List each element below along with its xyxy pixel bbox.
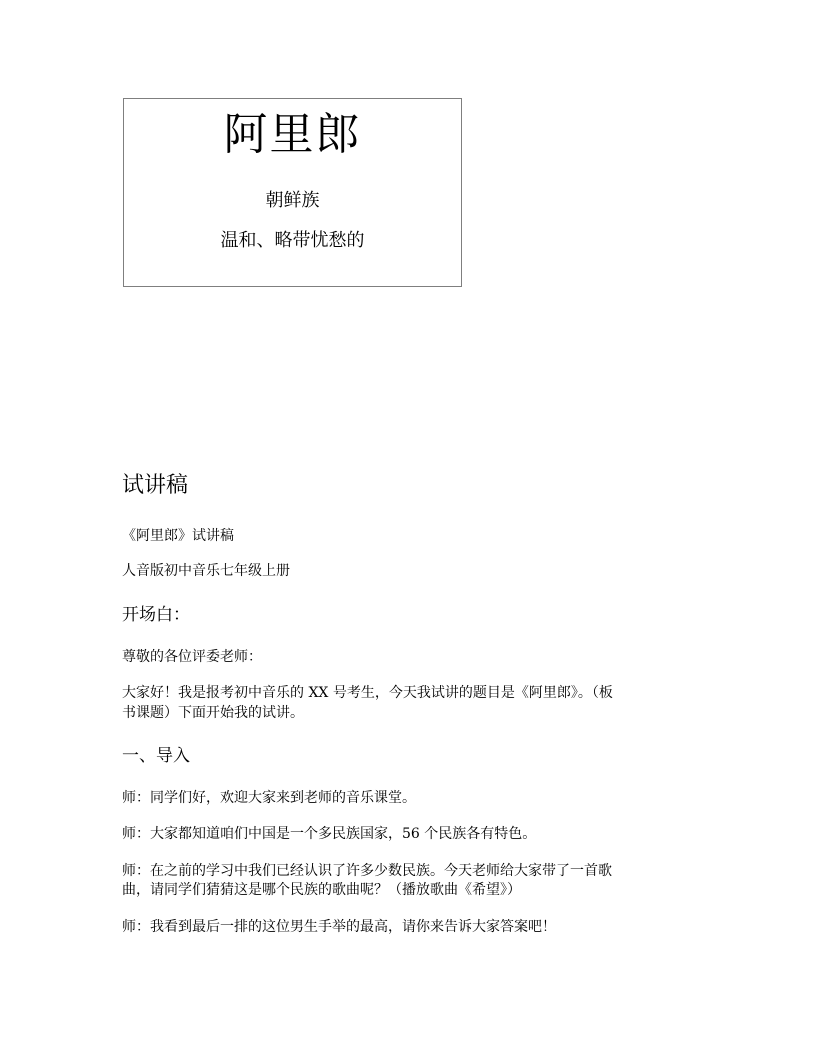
- textbook-line: 人音版初中音乐七年级上册: [122, 563, 290, 579]
- paragraph-2: 师：大家都知道咱们中国是一个多民族国家，56 个民族各有特色。: [122, 826, 537, 842]
- intro-line-2: 书课题）下面开始我的试讲。: [122, 705, 304, 721]
- board-ethnicity: 朝鲜族: [265, 190, 320, 211]
- paragraph-1: 师：同学们好，欢迎大家来到老师的音乐课堂。: [122, 790, 416, 806]
- lesson-subtitle: 《阿里郎》试讲稿: [122, 528, 234, 544]
- paragraph-3-line-1: 师：在之前的学习中我们已经认识了许多少数民族。今天老师给大家带了一首歌: [122, 863, 612, 879]
- intro-line-1: 大家好！我是报考初中音乐的 XX 号考生，今天我试讲的题目是《阿里郎》。（板: [122, 685, 613, 701]
- board-mood: 温和、略带忧愁的: [220, 230, 365, 251]
- paragraph-4: 师：我看到最后一排的这位男生手举的最高，请你来告诉大家答案吧！: [122, 919, 556, 935]
- document-heading: 试讲稿: [122, 473, 189, 498]
- section-1-heading: 一、导入: [122, 746, 190, 766]
- board-title: 阿里郎: [223, 109, 362, 160]
- paragraph-3-line-2: 曲，请同学们猜猜这是哪个民族的歌曲呢？（播放歌曲《希望》）: [122, 882, 521, 898]
- blackboard-box: [123, 98, 462, 287]
- greeting-line: 尊敬的各位评委老师：: [122, 649, 262, 665]
- section-opening-heading: 开场白：: [122, 605, 190, 625]
